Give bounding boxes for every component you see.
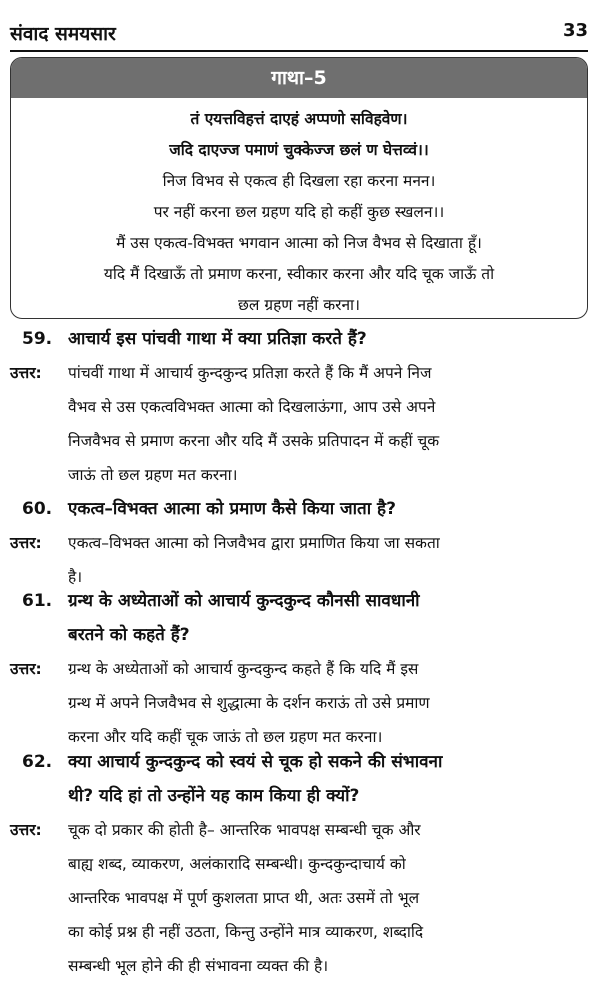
question-text: एकत्व–विभक्त आत्मा को प्रमाण कैसे किया जाता है? [68,499,396,519]
answer-line: निजवैभव से प्रमाण करना और यदि मैं उसके प्रतिपादन में कहीं चूक [68,432,440,450]
gatha-heading: गाथा–5 [11,58,587,98]
question-text: बरतने को कहते हैं? [68,625,190,645]
answer-line: ग्रन्थ में अपने निजवैभव से शुद्धात्मा के दर्शन कराऊं तो उसे प्रमाण [68,694,430,712]
answer [10,813,588,983]
gatha-line: तं एयत्तविहत्तं दाएहं अप्पणो सविहवेण। [190,110,408,128]
answer-label: उत्तर: [10,821,42,839]
question [10,492,588,526]
question [10,322,588,356]
answer-line: ग्रन्थ के अध्येताओं को आचार्य कुन्दकुन्द कहते हैं कि यदि मैं इस [68,660,419,678]
gatha-line: यदि मैं दिखाऊँ तो प्रमाण करना, स्वीकार करना और यदि चूक जाऊँ तो [103,265,495,283]
question-number: 61. [22,591,53,611]
gatha-line: मैं उस एकत्व-विभक्त भगवान आत्मा को निज वैभव से दिखाता हूँ। [116,234,482,252]
question-number: 60. [22,499,53,519]
answer-line: का कोई प्रश्न ही नहीं उठता, किन्तु उन्होंने मात्र व्याकरण, शब्दादि [68,923,424,941]
answer-line: जाऊं तो छल ग्रहण मत करना। [68,466,238,484]
answer [10,356,588,492]
answer-line: बाह्य शब्द, व्याकरण, अलंकारादि सम्बन्धी। कुन्दकुन्दाचार्य को [68,855,406,873]
qa-item-62 [10,745,588,983]
qa-item-60 [10,492,588,594]
answer-line: सम्बन्धी भूल होने की ही संभावना व्यक्त की है। [68,957,329,975]
answer-line: पांचवीं गाथा में आचार्य कुन्दकुन्द प्रतिज्ञा करते हैं कि मैं अपने निज [68,364,432,382]
question-number: 62. [22,752,53,772]
answer-line: एकत्व–विभक्त आत्मा को निजवैभव द्वारा प्रमाणित किया जा सकता [68,534,440,552]
gatha-line: पर नहीं करना छल ग्रहण यदि हो कहीं कुछ स्खलन।। [153,203,445,221]
answer-line: चूक दो प्रकार की होती है– आन्तरिक भावपक्ष सम्बन्धी चूक और [68,821,421,839]
question-text: ग्रन्थ के अध्येताओं को आचार्य कुन्दकुन्द कौनसी सावधानी [68,591,420,611]
answer-label: उत्तर: [10,534,42,552]
question-text: आचार्य इस पांचवी गाथा में क्या प्रतिज्ञा करते हैं? [68,329,367,349]
answer-line: वैभव से उस एकत्वविभक्त आत्मा को दिखलाऊंगा, आप उसे अपने [68,398,436,416]
answer-label: उत्तर: [10,364,42,382]
question-text: क्या आचार्य कुन्दकुन्द को स्वयं से चूक हो सकने की संभावना [68,752,443,772]
question-number: 59. [22,329,53,349]
answer [10,652,588,754]
gatha-line: निज विभव से एकत्व ही दिखला रहा करना मनन। [162,172,436,190]
qa-item-59 [10,322,588,492]
question-text: थी? यदि हां तो उन्होंने यह काम किया ही क्यों? [68,786,360,806]
question [10,745,588,813]
qa-item-61 [10,584,588,754]
answer-line: करना और यदि कहीं चूक जाऊं तो छल ग्रहण मत करना। [68,728,383,746]
gatha-line: छल ग्रहण नहीं करना। [238,296,360,314]
page-header [10,20,588,52]
gatha-body [11,98,587,319]
question [10,584,588,652]
page-number: 33 [562,20,588,41]
answer-label: उत्तर: [10,660,42,678]
gatha-box [10,57,588,319]
answer-line: है। [68,568,83,586]
answer-line: आन्तरिक भावपक्ष में पूर्ण कुशलता प्राप्त थी, अतः उसमें तो भूल [68,889,420,907]
gatha-line: जदि दाएज्ज पमाणं चुक्केज्ज छलं ण घेत्तव्वं।। [169,141,429,159]
book-title: संवाद समयसार [10,23,116,45]
